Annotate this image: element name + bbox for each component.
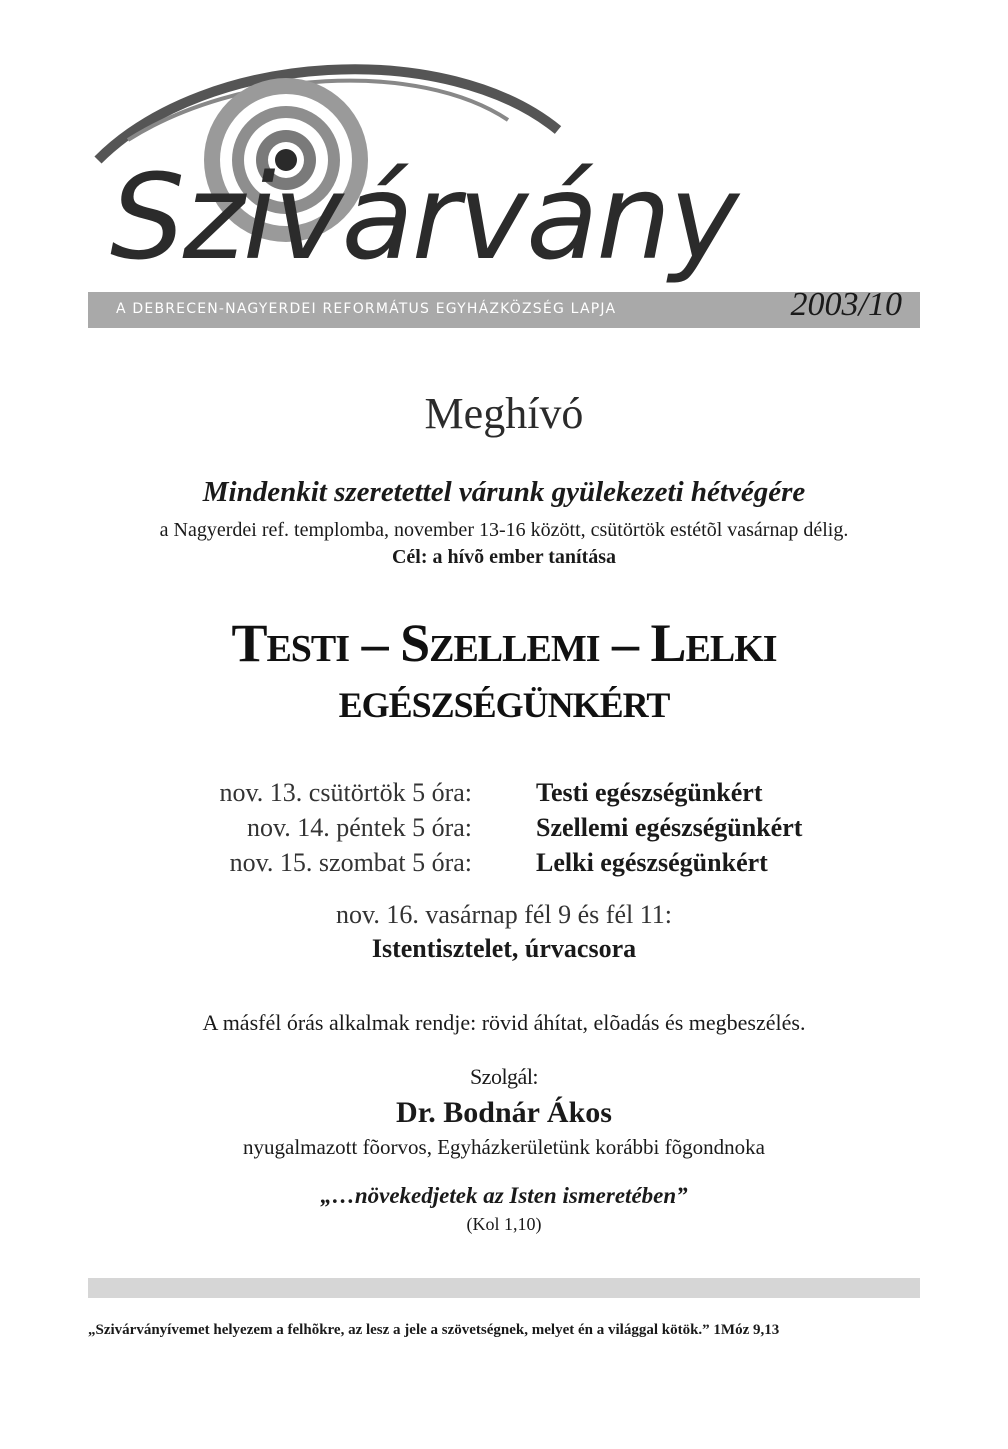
- order-note: A másfél órás alkalmak rendje: rövid áhítat, elõadás és megbeszélés.: [202, 1010, 806, 1035]
- schedule-row: [0, 848, 1008, 883]
- masthead: [88, 60, 920, 328]
- subtitle-text: A DEBRECEN-NAGYERDEI REFORMÁTUS EGYHÁZKÖZSÉG LAPJA: [116, 301, 617, 317]
- subtitle-bar: [88, 286, 920, 328]
- schedule-when: nov. 14. péntek 5 óra:: [246, 813, 472, 842]
- verse-text: „…növekedjetek az Isten ismeretében”: [320, 1183, 688, 1208]
- schedule-topic: Lelki egészségünkért: [536, 848, 768, 877]
- footer-quote: „Szivárványívemet helyezem a felhõkre, az lesz a jele a szövetségnek, melyet én a világgal kötök.” 1Móz 9,13: [88, 1322, 780, 1338]
- sunday-event: Istentisztelet, úrvacsora: [371, 934, 637, 963]
- invitation-details: a Nagyerdei ref. templomba, november 13-16 között, csütörtök estétõl vasárnap délig.: [159, 519, 849, 541]
- schedule-list: [0, 778, 1008, 883]
- speaker-name: Dr. Bodnár Ákos: [396, 1096, 612, 1129]
- headline-line2: EGÉSZSÉGÜNKÉRT: [338, 685, 670, 725]
- schedule-topic: Testi egészségünkért: [536, 778, 763, 807]
- page-title: Meghívó: [424, 389, 584, 438]
- schedule-when: nov. 15. szombat 5 óra:: [229, 848, 472, 877]
- issue-number: 2003/10: [790, 286, 902, 323]
- schedule-row: [0, 778, 1008, 813]
- invitation-lead: Mindenkit szeretettel várunk gyülekezeti hétvégére: [202, 476, 806, 508]
- schedule-row: [0, 813, 1008, 848]
- footer-divider: [88, 1278, 920, 1298]
- invitation-goal: Cél: a hívõ ember tanítása: [391, 546, 617, 568]
- schedule-topic: Szellemi egészségünkért: [536, 813, 803, 842]
- headline-line1: Testi – Szellemi – Lelki: [231, 613, 777, 673]
- speaker-label: Szolgál:: [469, 1064, 539, 1089]
- logo-wordmark: Szivárvány: [110, 148, 738, 286]
- speaker-role: nyugalmazott fõorvos, Egyházkerületünk korábbi fõgondnoka: [243, 1135, 765, 1159]
- verse-reference: (Kol 1,10): [466, 1214, 542, 1234]
- sunday-time: nov. 16. vasárnap fél 9 és fél 11:: [336, 900, 672, 929]
- schedule-when: nov. 13. csütörtök 5 óra:: [219, 778, 472, 807]
